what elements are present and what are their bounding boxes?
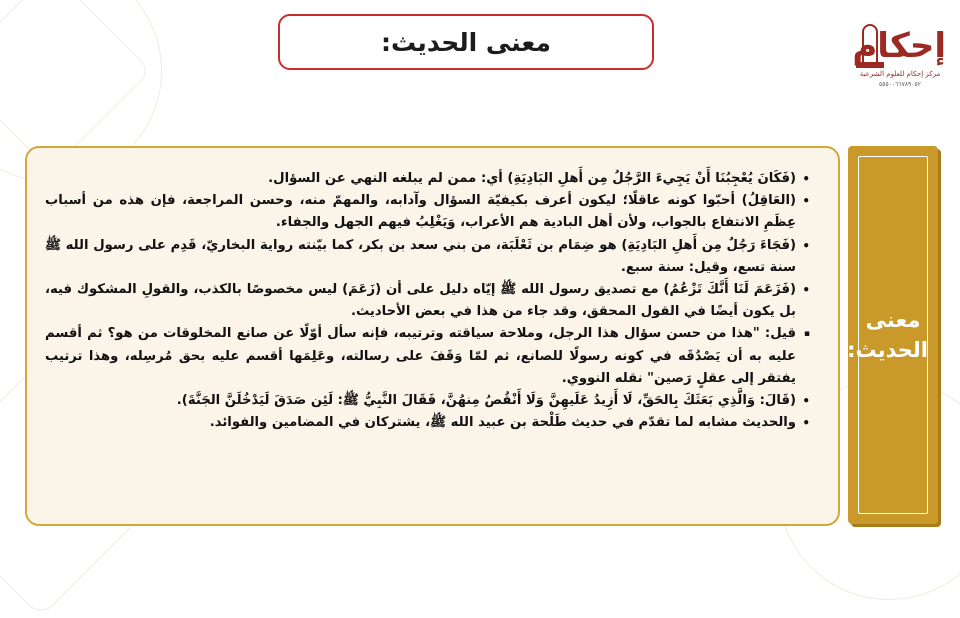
bullet-marker: • <box>802 172 810 186</box>
bullet-text: (قَالَ: وَالَّذِي بَعَثَكَ بِالحَقِّ، لَا أَزِيدُ عَلَيهِنَّ وَلَا أَنْقُصُ مِنهُنَّ، فَقَالَ النَّبِيُّ ﷺ: لَئِن صَدَقَ لَيَدْخُلَنَّ الجَنَّةَ). <box>176 393 796 409</box>
logo-phone: ٥٥٥٠٠٦٦٧٨٩٠٥٢ <box>879 81 921 88</box>
bullet-marker: • <box>802 394 810 409</box>
list-item <box>45 168 810 190</box>
side-label: معنى الحديث: <box>847 308 928 362</box>
list-item <box>45 190 810 234</box>
bullet-marker: • <box>802 283 810 298</box>
logo-wordmark: إحكام <box>852 26 946 66</box>
list-item <box>45 235 810 279</box>
bullet-text: (فَجَاءَ رَجُلٌ مِن أَهلِ البَادِيَةِ) هو ضِمَام بن ثَعْلَبَة، من بني سعد بن بكر، كما بيّنته رواية البخاريّ، قَدِم على رسول الله ﷺ سنة تسع، وقيل: سنة سبع. <box>45 237 796 275</box>
bullet-text: (فَزَعَمَ لَنَا أَنَّكَ تَزْعُمُ) مع تصديق رسول الله ﷺ إيّاه دليل على أن (زَعَمَ) ليس مخصوصًا بالكذب، والقولِ المشكوك فيه، بل يكون أيضًا في القول المحقق، وقد جاء من هذا في بعض الأحاديث. <box>45 282 796 320</box>
bullet-text: قيل: "هذا من حسن سؤال هذا الرجل، وملاحة سياقته وترتيبه، فإنه سأل أوّلًا عن صانع المخلوقات من هو؟ ثم أقسم عليه به أن يَصْدُقَه في كونه رسولًا للصانع، ثم لمّا وَقَفَ على رسالته، وعَلِمَها أقسم عليه بحق مُرسِله، وهذا ترتيب يفتقر إلى عقلٍ رَصين" نقله النووي. <box>45 326 796 386</box>
side-label-panel <box>848 146 938 524</box>
bullet-marker: • <box>802 416 810 431</box>
brand-logo <box>854 24 946 94</box>
bullet-text: (فَكَانَ يُعْجِبُنَا أَنْ يَجِيءَ الرَّجُلُ مِن أَهلِ البَادِيَةِ) أي: ممن لم يبلغه النهي عن السؤال. <box>268 171 796 186</box>
side-label-frame <box>847 156 928 514</box>
logo-subtitle: مركز إحكام للعلوم الشرعية <box>859 70 941 78</box>
content-panel <box>25 146 840 526</box>
bullet-marker: • <box>802 194 810 209</box>
list-item <box>45 279 810 323</box>
bullet-marker: • <box>802 238 810 253</box>
bullet-text: (العَاقِلُ) أحبّوا كونه عاقلًا؛ ليكون أعرف بكيفيّة السؤال وآدابه، والمهمّ منه، وحسن المراجعة، فإن هذه من أسباب عِظَمِ الانتفاع بالجواب، ولأن أهل البادية هم الأعراب، وَيَغْلِبُ فيهم الجهل والجفاء. <box>45 193 796 231</box>
bullet-marker: ▪ <box>803 329 810 340</box>
slide-title: معنى الحديث: <box>380 27 552 57</box>
list-item <box>45 412 810 434</box>
bullet-list <box>45 168 820 434</box>
list-item <box>45 390 810 412</box>
bullet-text: والحديث مشابه لما تقدّم في حديث طَلْحة بن عبيد الله ﷺ، يشتركان في المضامين والفوائد. <box>209 415 796 431</box>
title-banner <box>278 14 654 70</box>
list-item <box>45 323 810 390</box>
